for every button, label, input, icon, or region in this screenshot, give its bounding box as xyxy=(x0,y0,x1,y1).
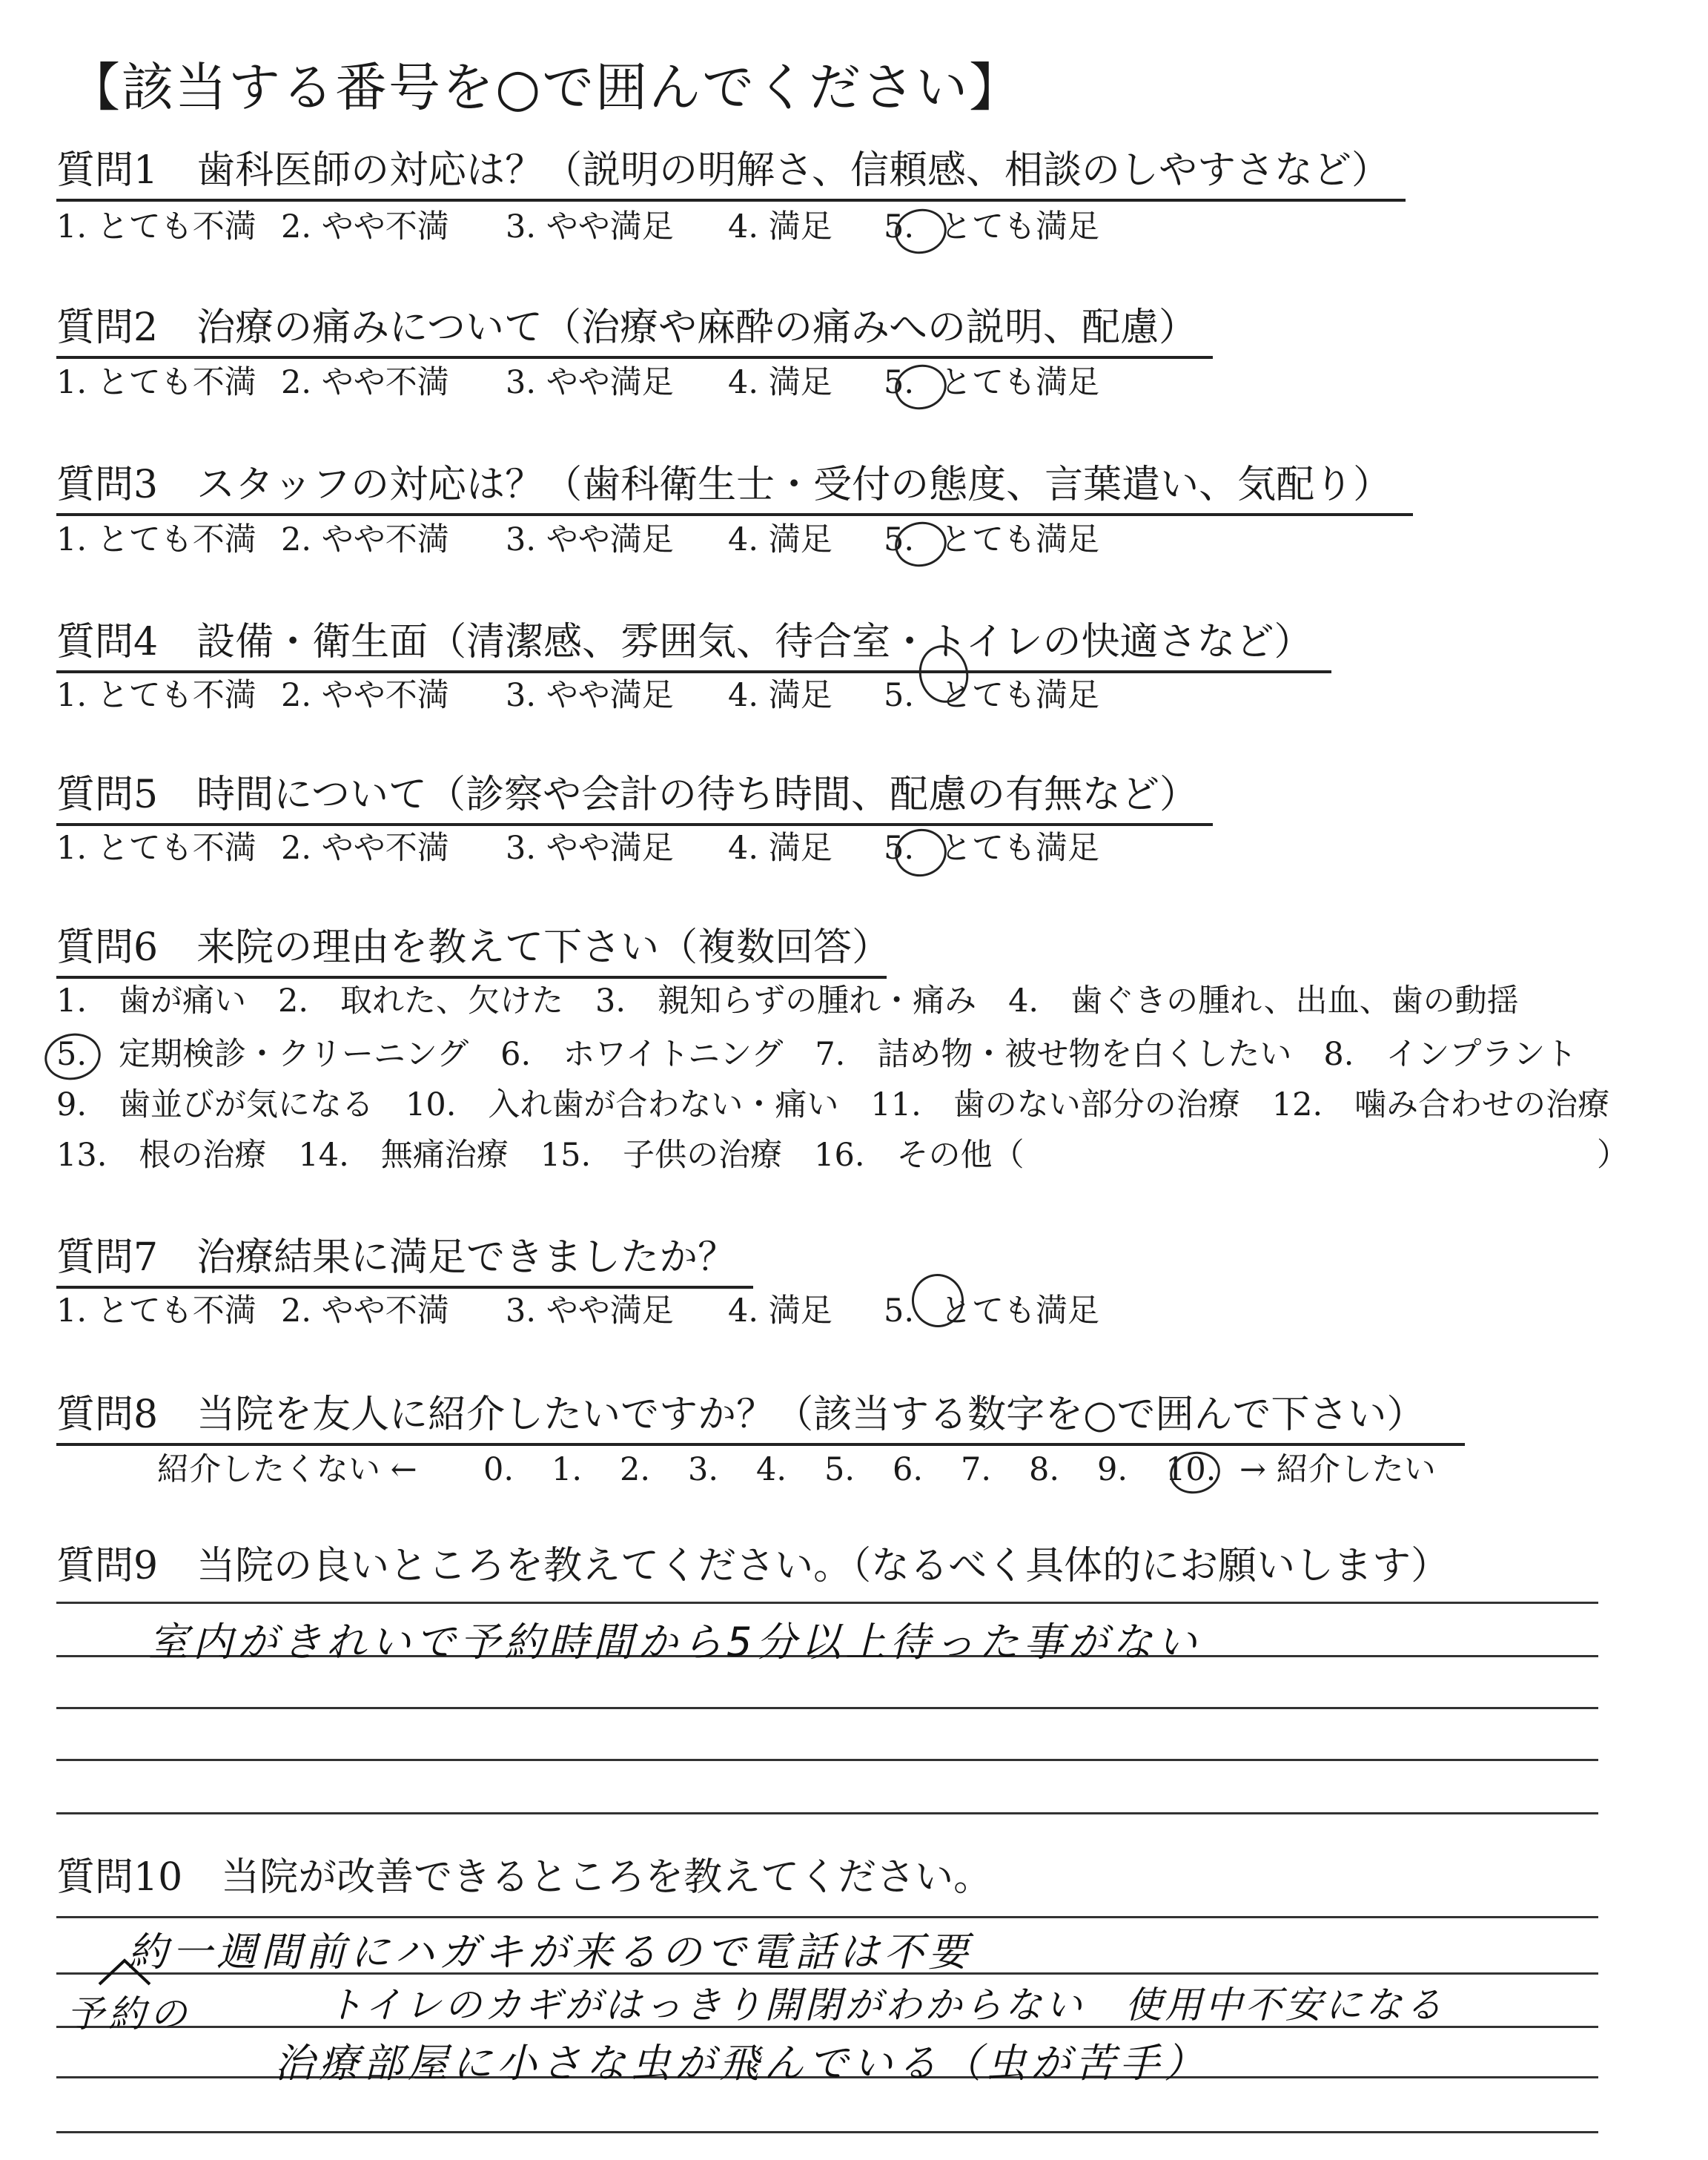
option-5[interactable]: 5. xyxy=(884,1292,915,1330)
option-3[interactable]: 3. やや満足 xyxy=(506,364,674,401)
option-2[interactable]: 2. やや不満 xyxy=(281,364,449,401)
answer-line xyxy=(56,2131,1598,2133)
scale-2[interactable]: 2. xyxy=(620,1451,651,1488)
option-2[interactable]: 2. やや不満 xyxy=(281,521,449,558)
option-4[interactable]: 4. 満足 xyxy=(728,830,833,867)
scale-right-label: → 紹介したい xyxy=(1239,1451,1436,1488)
option-3[interactable]: 3. やや満足 xyxy=(506,830,674,867)
q9-answer-text[interactable]: 室内がきれいで予約時間から5分以上待った事がない xyxy=(148,1619,1202,1665)
reason-row-4[interactable]: 13. 根の治療 14. 無痛治療 15. 子供の治療 16. その他（ xyxy=(56,1137,1025,1174)
option-5[interactable]: 5. xyxy=(884,830,915,867)
option-4[interactable]: 4. 満足 xyxy=(728,1292,833,1330)
question-5-underline xyxy=(56,823,1213,826)
option-1[interactable]: 1. とても不満 xyxy=(56,521,256,558)
question-2-underline xyxy=(56,356,1213,359)
option-5[interactable]: 5. xyxy=(884,364,915,401)
scale-10[interactable]: 10. xyxy=(1165,1451,1217,1488)
q10-margin-note: 予約の xyxy=(67,1992,191,2035)
option-5[interactable]: 5. xyxy=(884,521,915,558)
option-5-label: とても満足 xyxy=(940,521,1099,558)
option-5-label: とても満足 xyxy=(940,830,1099,867)
question-3-label: 質問3 スタッフの対応は？（歯科衛生士・受付の態度、言葉遣い、気配り） xyxy=(56,463,1392,507)
option-1[interactable]: 1. とても不満 xyxy=(56,1292,256,1330)
reason-row-3[interactable]: 9. 歯並びが気になる 10. 入れ歯が合わない・痛い 11. 歯のない部分の治療 12. 噛み合わせの治療 xyxy=(56,1086,1610,1123)
question-2-label: 質問2 治療の痛みについて（治療や麻酔の痛みへの説明、配慮） xyxy=(56,305,1198,350)
option-1[interactable]: 1. とても不満 xyxy=(56,208,256,245)
option-3[interactable]: 3. やや満足 xyxy=(506,1292,674,1330)
question-7-label: 質問7 治療結果に満足できましたか？ xyxy=(56,1235,737,1280)
scale-3[interactable]: 3. xyxy=(688,1451,719,1488)
scale-7[interactable]: 7. xyxy=(961,1451,992,1488)
q10-answer-line-3[interactable]: 治療部屋に小さな虫が飛んでいる（虫が苦手） xyxy=(274,2040,1208,2087)
scale-0[interactable]: 0. xyxy=(483,1451,514,1488)
form-title: 【該当する番号を○で囲んでください】 xyxy=(68,57,1023,118)
question-4-underline xyxy=(56,670,1331,673)
option-4[interactable]: 4. 満足 xyxy=(728,677,833,714)
option-1[interactable]: 1. とても不満 xyxy=(56,364,256,401)
option-4[interactable]: 4. 満足 xyxy=(728,208,833,245)
option-4[interactable]: 4. 満足 xyxy=(728,521,833,558)
question-9-label: 質問9 当院の良いところを教えてください。（なるべく具体的にお願いします） xyxy=(56,1544,1450,1588)
question-1-label: 質問1 歯科医師の対応は？（説明の明解さ、信頼感、相談のしやすさなど） xyxy=(56,148,1391,193)
answer-line xyxy=(56,1602,1598,1604)
scale-6[interactable]: 6. xyxy=(893,1451,924,1488)
option-1[interactable]: 1. とても不満 xyxy=(56,677,256,714)
question-5-label: 質問5 時間について（診察や会計の待ち時間、配慮の有無など） xyxy=(56,773,1199,817)
q10-answer-line-2[interactable]: トイレのカギがはっきり開閉がわからない 使用中不安になる xyxy=(326,1984,1446,2027)
question-6-underline xyxy=(56,976,887,979)
option-3[interactable]: 3. やや満足 xyxy=(506,677,674,714)
option-4[interactable]: 4. 満足 xyxy=(728,364,833,401)
answer-line xyxy=(56,1759,1598,1761)
option-2[interactable]: 2. やや不満 xyxy=(281,1292,449,1330)
caret-insert-mark xyxy=(95,1955,154,1987)
reason-row-2[interactable]: 5. 定期検診・クリーニング 6. ホワイトニング 7. 詰め物・被せ物を白くしたい 8. インプラント xyxy=(56,1036,1578,1073)
option-2[interactable]: 2. やや不満 xyxy=(281,830,449,867)
question-4-label: 質問4 設備・衛生面（清潔感、雰囲気、待合室・トイレの快適さなど） xyxy=(56,620,1313,664)
recommend-scale xyxy=(157,1449,1436,1490)
scale-5[interactable]: 5. xyxy=(824,1451,855,1488)
option-3[interactable]: 3. やや満足 xyxy=(506,521,674,558)
question-10-label: 質問10 当院が改善できるところを教えてください。 xyxy=(56,1855,993,1900)
scale-4[interactable]: 4. xyxy=(756,1451,787,1488)
scale-9[interactable]: 9. xyxy=(1097,1451,1128,1488)
scale-1[interactable]: 1. xyxy=(552,1451,583,1488)
option-2[interactable]: 2. やや不満 xyxy=(281,208,449,245)
question-8-underline xyxy=(56,1443,1465,1446)
option-5-label: とても満足 xyxy=(940,677,1099,714)
option-5-label: とても満足 xyxy=(940,208,1099,245)
scale-left-label: 紹介したくない ← xyxy=(157,1451,417,1488)
answer-line xyxy=(56,1916,1598,1918)
question-6-label: 質問6 来院の理由を教えて下さい（複数回答） xyxy=(56,925,891,970)
option-5[interactable]: 5. xyxy=(884,677,915,714)
option-2[interactable]: 2. やや不満 xyxy=(281,677,449,714)
option-1[interactable]: 1. とても不満 xyxy=(56,830,256,867)
option-5-label: とても満足 xyxy=(940,1292,1099,1330)
q10-answer-line-1[interactable]: 約一週間前にハガキが来るので電話は不要 xyxy=(128,1929,973,1975)
answer-line xyxy=(56,1707,1598,1709)
reason-row-1[interactable]: 1. 歯が痛い 2. 取れた、欠けた 3. 親知らずの腫れ・痛み 4. 歯ぐきの腫れ、出血、歯の動揺 xyxy=(56,982,1519,1020)
question-1-underline xyxy=(56,199,1406,202)
other-close-paren: ） xyxy=(1597,1137,1629,1174)
answer-line xyxy=(56,1812,1598,1814)
option-5-label: とても満足 xyxy=(940,364,1099,401)
scale-8[interactable]: 8. xyxy=(1029,1451,1060,1488)
question-3-underline xyxy=(56,513,1413,516)
question-7-underline xyxy=(56,1286,753,1289)
option-3[interactable]: 3. やや満足 xyxy=(506,208,674,245)
question-8-label: 質問8 当院を友人に紹介したいですか？（該当する数字を○で囲んで下さい） xyxy=(56,1393,1426,1437)
option-5[interactable]: 5. xyxy=(884,208,915,245)
